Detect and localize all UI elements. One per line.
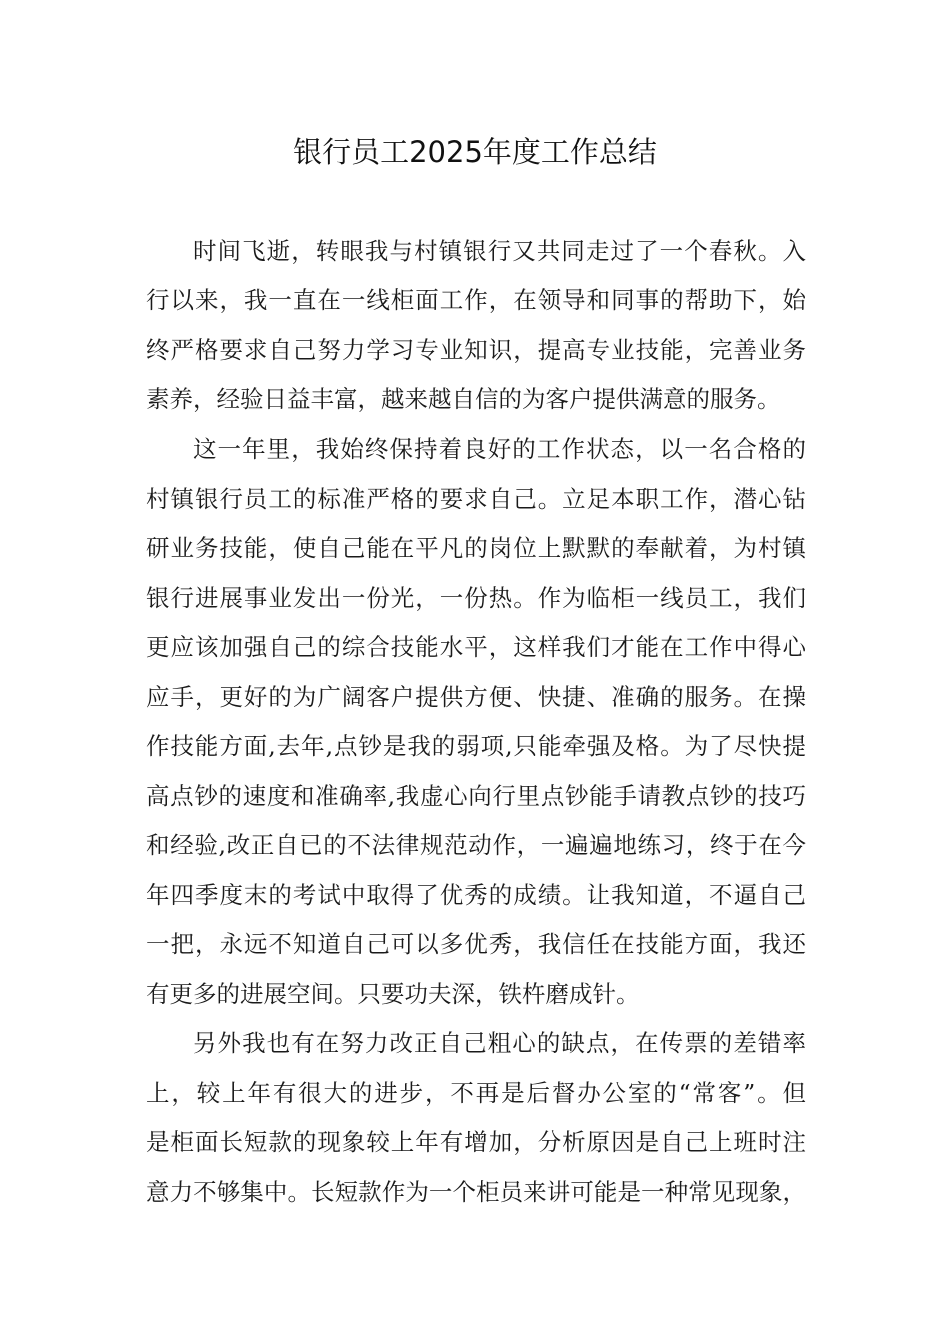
paragraph-line: 终严格要求自己努力学习专业知识，提高专业技能，完善业务: [146, 336, 806, 364]
paragraph-line: 年四季度末的考试中取得了优秀的成绩。让我知道，不逼自己: [146, 881, 806, 909]
paragraph-line: 银行进展事业发出一份光，一份热。作为临柜一线员工，我们: [146, 584, 806, 612]
paragraph-line: 是柜面长短款的现象较上年有增加，分析原因是自己上班时注: [146, 1128, 806, 1156]
paragraph-line: 更应该加强自己的综合技能水平，这样我们才能在工作中得心: [146, 633, 806, 661]
paragraph-line: 应手，更好的为广阔客户提供方便、快捷、准确的服务。在操: [146, 683, 806, 711]
paragraph-line: 村镇银行员工的标准严格的要求自己。立足本职工作，潜心钻: [146, 485, 806, 513]
document-title: 银行员工2025年度工作总结: [293, 135, 657, 169]
paragraph-line: 意力不够集中。长短款作为一个柜员来讲可能是一种常见现象，: [146, 1178, 806, 1206]
paragraph-line: 研业务技能，使自己能在平凡的岗位上默默的奉献着，为村镇: [146, 534, 806, 562]
paragraph-line: 上，较上年有很大的进步，不再是后督办公室的“常客”。但: [146, 1079, 806, 1107]
paragraph-line: 另外我也有在努力改正自己粗心的缺点，在传票的差错率: [193, 1029, 806, 1057]
paragraph-line: 这一年里，我始终保持着良好的工作状态，以一名合格的: [193, 435, 806, 463]
paragraph-line: 一把，永远不知道自己可以多优秀，我信任在技能方面，我还: [146, 930, 806, 958]
paragraph-line: 时间飞逝，转眼我与村镇银行又共同走过了一个春秋。入: [193, 237, 806, 265]
paragraph-line: 素养，经验日益丰富，越来越自信的为客户提供满意的服务。: [146, 385, 781, 413]
paragraph-line: 行以来，我一直在一线柜面工作，在领导和同事的帮助下，始: [146, 286, 806, 314]
paragraph-line: 作技能方面,去年,点钞是我的弱项,只能牵强及格。为了尽快提: [146, 732, 806, 760]
paragraph-line: 有更多的进展空间。只要功夫深，铁杵磨成针。: [146, 980, 640, 1008]
paragraph-line: 高点钞的速度和准确率,我虚心向行里点钞能手请教点钞的技巧: [146, 782, 806, 810]
paragraph-line: 和经验,改正自已的不法律规范动作，一遍遍地练习，终于在今: [146, 831, 806, 859]
